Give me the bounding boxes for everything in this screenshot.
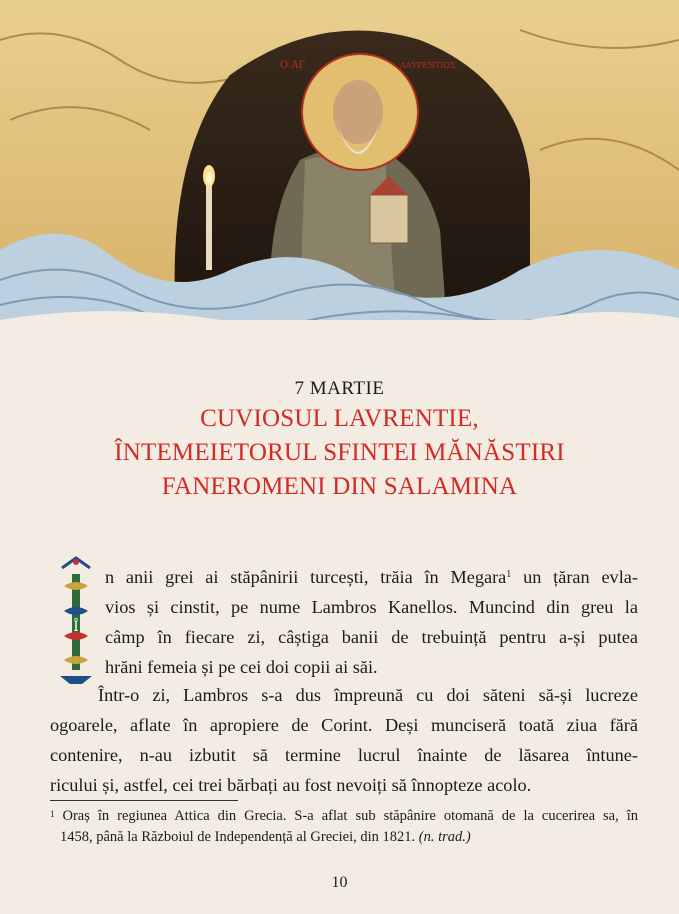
- para2-line: ogoarele, aflate în apropiere de Corint. Deși munciseră toată ziua fără: [50, 715, 638, 735]
- footnote-line-1: [50, 806, 638, 827]
- para2-line: contenire, n-au izbutit să termine lucrul înainte de lăsarea întune-: [50, 745, 638, 765]
- para1-line: hrăni femeia și pe cei doi copii ai săi.: [105, 657, 378, 677]
- para1-line: câmp în fiecare zi, câștiga banii de trebuință pentru a-și putea: [105, 627, 638, 647]
- footnote-line-2: [50, 827, 638, 848]
- para2-line: Într-o zi, Lambros s-a dus împreună cu doi săteni să-și lucreze: [98, 685, 638, 705]
- icon-inscription-left: Ο ΑΓ: [280, 60, 306, 71]
- initial-letter-glyph: Î: [73, 619, 79, 635]
- para1-line: vios și cinstit, pe nume Lambros Kanellos. Muncind din greu la: [105, 597, 638, 617]
- feast-date: 7 MARTIE: [294, 378, 385, 399]
- candle: [206, 185, 212, 270]
- footnote: [50, 806, 638, 848]
- para1-line-1-tail: un țăran evla-: [511, 567, 638, 587]
- paragraph-2: [50, 680, 638, 800]
- translator-note: (n. trad.): [418, 829, 471, 845]
- page-title: [0, 402, 679, 504]
- para2-line: ricului și, astfel, cei trei bărbați au fost nevoiți să înnopteze acolo.: [50, 775, 532, 795]
- para1-line-1-text: n anii grei ai stăpânirii turcești, trăia în Megara: [105, 567, 507, 587]
- footnote-line-2-text: 1458, până la Războiul de Independență al Greciei, din 1821.: [60, 829, 419, 845]
- footnote-number: 1: [50, 809, 55, 819]
- footnote-line-1-text: Oraș în regiunea Attica din Grecia. S-a aflat sub stăpânire otomană de la cucerirea sa, în: [54, 808, 638, 824]
- saint-icon-illustration: [0, 0, 679, 345]
- page-number: 10: [331, 874, 348, 891]
- title-line-3: FANEROMENI DIN SALAMINA: [161, 473, 518, 500]
- footnote-divider: [50, 800, 238, 801]
- title-line-1: CUVIOSUL LAVRENTIE,: [200, 405, 479, 432]
- icon-inscription-right: ΛΑΥΡΕΝΤΙΟΣ: [400, 61, 456, 70]
- church-model: [370, 195, 408, 243]
- footnote-reference[interactable]: 1: [506, 569, 512, 580]
- title-line-2: ÎNTEMEIETORUL SFINTEI MĂNĂSTIRI: [114, 439, 565, 466]
- paragraph-1: [50, 562, 638, 682]
- para1-line: [105, 562, 638, 592]
